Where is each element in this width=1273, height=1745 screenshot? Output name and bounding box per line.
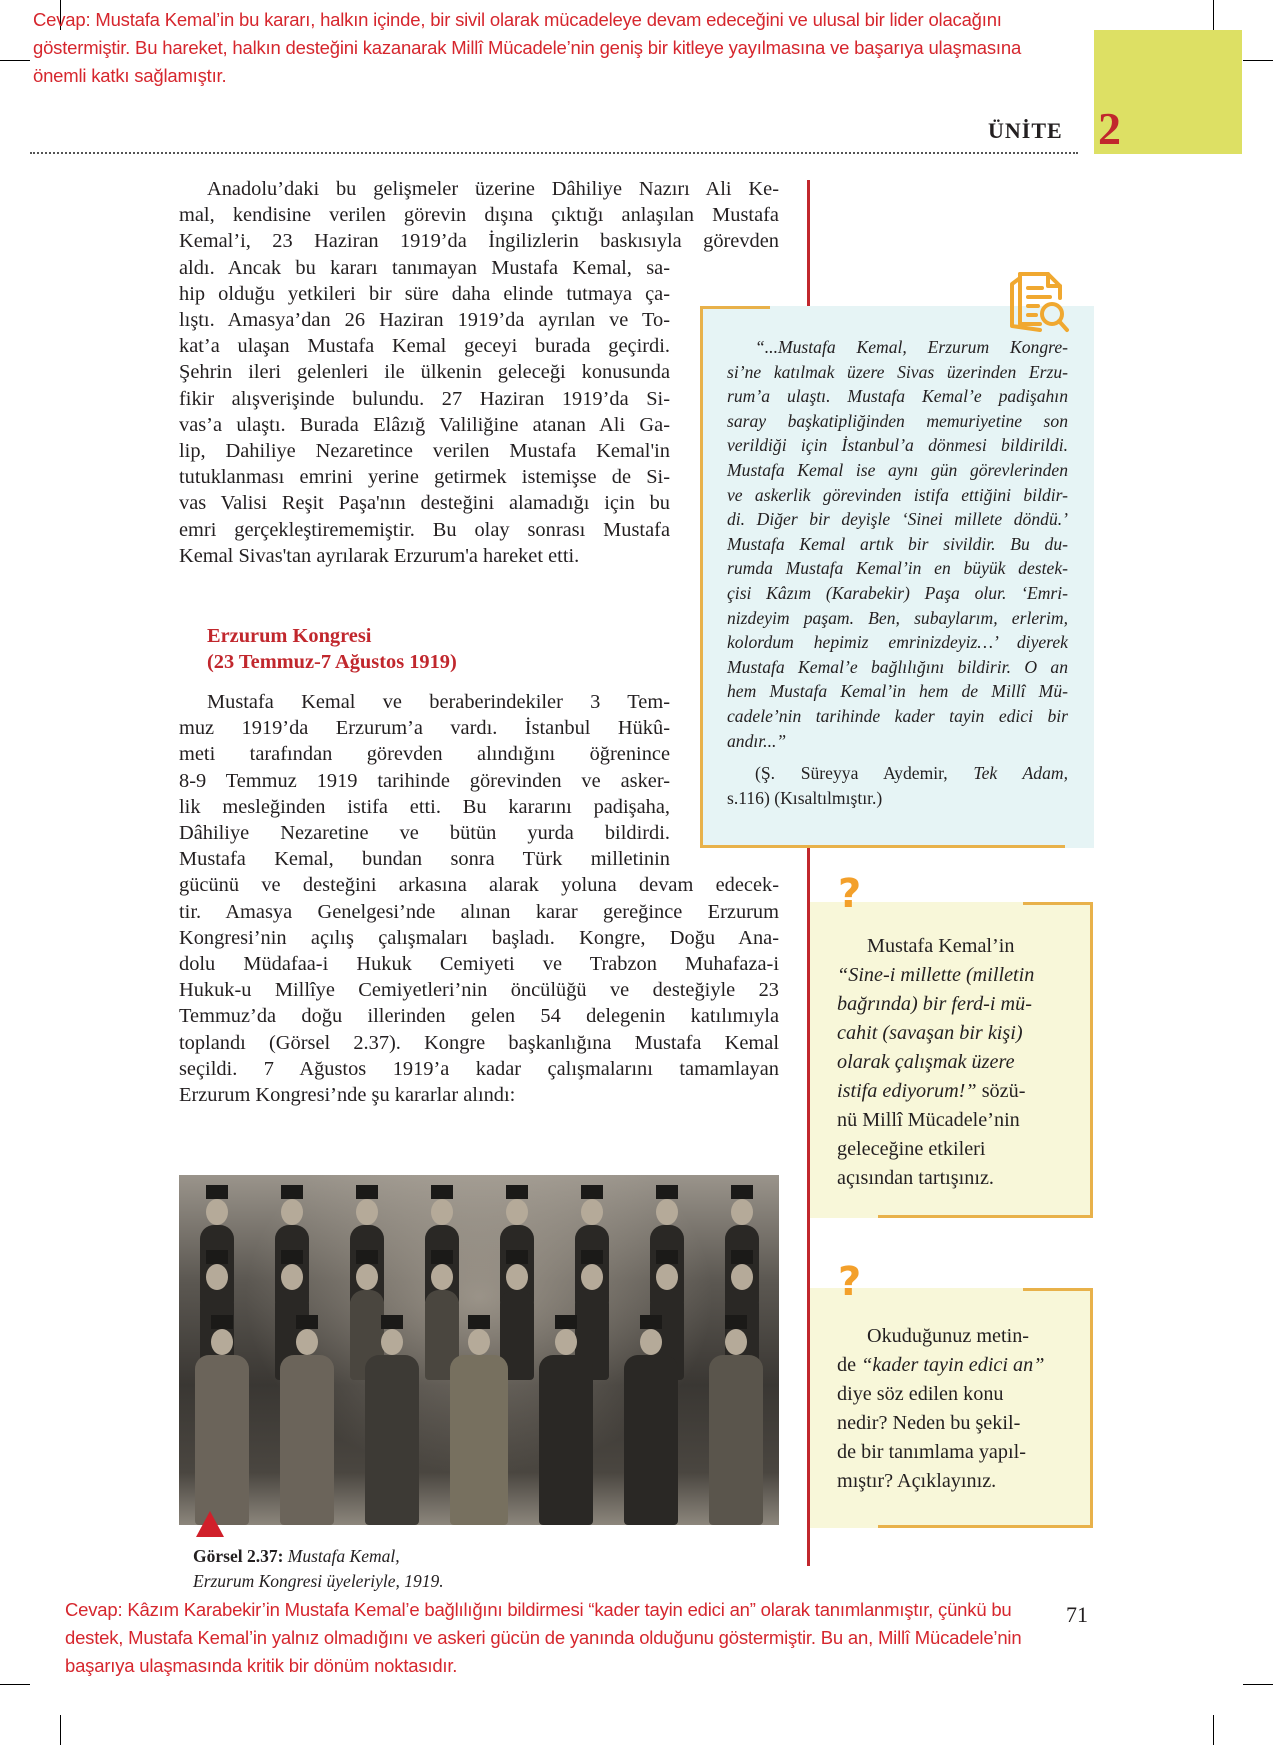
text-line: vas’a ulaştı. Burada Elâzığ Valiliğine atanan Ali Ga- — [179, 413, 670, 436]
question-line: nedir? Neden bu şekil- — [837, 1412, 1021, 1434]
quote-line: hem Mustafa Kemal’in hem de Millî Mü- — [727, 681, 1068, 702]
quote-line: verildiği için İstanbul’a dönmesi bildirildi. — [727, 435, 1068, 456]
crop-mark-top-left-horizontal — [0, 60, 30, 61]
text-line: meti tarafından görevden alındığını öğrenince — [179, 743, 670, 766]
text-line: dolu Müdafaa-i Hukuk Cemiyeti ve Trabzon Muhafaza-i — [179, 953, 779, 975]
main-paragraph-1-narrow — [179, 255, 670, 569]
text-line: gücünü ve desteğini arkasına alarak yoluna devam edecek- — [179, 874, 779, 897]
answer-line: göstermiştir. Bu hareket, halkın desteğini kazanarak Millî Mücadele’nin geniş bir kitleye yayılmasına ve başarıya ulaşmasına — [33, 37, 1022, 58]
main-paragraph-2-narrow — [179, 689, 670, 872]
congress-group-photo — [179, 1175, 779, 1525]
question-line: de bir tanımlama yapıl- — [837, 1441, 1026, 1463]
quote-text — [727, 335, 1068, 810]
quote-line: si’ne katılmak üzere Sivas üzerinden Erzu- — [727, 361, 1068, 382]
text-line: Kongresi’nin açılış çalışmaları başladı. Kongre, Doğu Ana- — [179, 926, 779, 949]
answer-line: Cevap: Kâzım Karabekir’in Mustafa Kemal’e bağlılığını bildirmesi “kader tayin edici an” olarak tanımlanmıştır, çünkü bu — [65, 1599, 1012, 1620]
crop-mark-bottom-left-vertical — [60, 1715, 61, 1745]
text-line: muz 1919’da Erzurum’a vardı. İstanbul Hükû- — [179, 717, 670, 740]
quote-line: Mustafa Kemal artık bir sivildir. Bu du- — [727, 533, 1068, 554]
text-fragment: de — [837, 1354, 862, 1376]
quote-line: kolordum hepimiz emrinizdeyiz…’ diyerek — [727, 632, 1068, 653]
quote-line: rumda Mustafa Kemal’in en büyük destek- — [727, 558, 1068, 579]
unit-number: 2 — [1098, 103, 1121, 154]
text-line: lik mesleğinden istifa etti. Bu kararını padişaha, — [179, 795, 670, 818]
quote-line: nizdeyim paşam. Ben, subaylarım, erlerim, — [727, 607, 1068, 628]
margin-divider-top — [807, 180, 810, 306]
answer-line: Cevap: Mustafa Kemal’in bu kararı, halkın içinde, bir sivil olarak mücadeleye devam edeceğini ve ulusal bir lider olacağını — [33, 9, 1002, 30]
text-line: Mustafa Kemal ve beraberindekiler 3 Tem- — [207, 691, 670, 713]
text-line: Anadolu’daki bu gelişmeler üzerine Dâhiliye Nazırı Ali Ke- — [207, 178, 779, 200]
text-line: Şehrin ileri gelenleri ile ülkenin geleceği konusunda — [179, 361, 670, 384]
question-line: olarak çalışmak üzere — [837, 1051, 1015, 1073]
text-line: tutuklanması emrini yerine getirmek istemişse de Si- — [179, 466, 670, 489]
question-line: Mustafa Kemal’in — [867, 935, 1015, 957]
crop-mark-bottom-left-horizontal — [0, 1684, 30, 1685]
figure-marker-triangle-icon — [196, 1511, 224, 1537]
quote-line: cadele’nin tarihinde kader tayin edici bir — [727, 705, 1068, 726]
page-number: 71 — [1066, 1602, 1088, 1627]
section-heading — [207, 623, 607, 675]
question-line: geleceğine etkileri — [837, 1138, 986, 1160]
crop-mark-bottom-right-vertical — [1213, 1715, 1214, 1745]
text-line: hip olduğu yetkileri bir süre daha elinde tutmaya ça- — [179, 282, 670, 305]
quote-line: “...Mustafa Kemal, Erzurum Kongre- — [755, 337, 1068, 357]
document-search-icon — [1010, 270, 1070, 334]
text-line: kat’a ulaşan Mustafa Kemal geceyi burada geçirdi. — [179, 335, 670, 358]
text-line: seçildi. 7 Ağustos 1919’a kadar çalışmalarını tamamlayan — [179, 1057, 779, 1080]
quote-line: rum’a ulaştı. Mustafa Kemal’e padişahın — [727, 386, 1068, 407]
answer-line: başarıya ulaşmasında kritik bir dönüm noktasıdır. — [65, 1655, 458, 1676]
figure-caption-line: Erzurum Kongresi üyeleriyle, 1919. — [193, 1571, 444, 1591]
text-line: Mustafa Kemal, bundan sonra Türk milletinin — [179, 848, 670, 871]
top-answer-text — [33, 6, 1021, 90]
question-line: cahit (savaşan bir kişi) — [837, 1022, 1023, 1044]
source-page: s.116) (Kısaltılmıştır.) — [727, 787, 883, 808]
question-line — [837, 1077, 1077, 1106]
text-line: mal, kendisine verilen görevin dışına çıktığı anlaşılan Mustafa — [179, 204, 779, 227]
quote-fragment: “kader tayin edici an” — [861, 1354, 1045, 1376]
header-dotted-divider — [30, 152, 1078, 154]
text-line: fikir alışverişinde bulundu. 27 Haziran 1919’da Si- — [179, 387, 670, 410]
unit-label: ÜNİTE — [988, 118, 1063, 143]
source-author: (Ş. Süreyya Aydemir, — [755, 763, 974, 784]
source-title: Tek Adam, — [973, 763, 1069, 784]
text-line: Kemal Sivas'tan ayrılarak Erzurum'a hareket etti. — [179, 544, 580, 567]
quote-line: Mustafa Kemal’e bağlılığını bildirir. O an — [727, 656, 1068, 677]
text-line: Erzurum Kongresi’nde şu kararlar alındı: — [179, 1084, 516, 1107]
quote-line: çisi Kâzım (Karabekir) Paşa olur. ‘Emri- — [727, 582, 1068, 603]
text-line: 8-9 Temmuz 1919 tarihinde görevinden ve asker- — [179, 769, 670, 792]
question-1-text — [837, 932, 1077, 1193]
question-line: Okuduğunuz metin- — [867, 1325, 1030, 1347]
quote-line: ve askerlik görevinden istifa ettiğini bildir- — [727, 484, 1068, 505]
text-fragment: sözü- — [976, 1080, 1026, 1102]
question-line: bağrında) bir ferd-i mü- — [837, 993, 1032, 1015]
text-line: vas Valisi Reşit Paşa'nın desteğini alamadığı için bu — [179, 492, 670, 515]
text-line: tir. Amasya Genelgesi’nde alınan karar gereğince Erzurum — [179, 900, 779, 923]
question-mark-icon: ? — [838, 871, 862, 917]
question-line: mıştır? Açıklayınız. — [837, 1470, 997, 1492]
question-line: diye söz edilen konu — [837, 1383, 1004, 1405]
quote-line: Mustafa Kemal ise aynı gün görevlerinden — [727, 459, 1068, 480]
question-mark-icon: ? — [838, 1259, 862, 1305]
quote-line: andır...” — [727, 730, 787, 751]
question-line: “Sine-i millette (milletin — [837, 964, 1035, 986]
bottom-answer-text — [65, 1596, 1021, 1680]
main-paragraph-2-wide — [179, 872, 779, 1108]
text-line: lip, Dahiliye Nezaretince verilen Mustafa Kemal'in — [179, 440, 670, 463]
text-line: Dâhiliye Nezaretine ve bütün yurda bildirdi. — [179, 822, 670, 845]
crop-mark-bottom-right-horizontal — [1243, 1684, 1273, 1685]
text-line: toplandı (Görsel 2.37). Kongre başkanlığına Mustafa Kemal — [179, 1031, 779, 1054]
question-line — [837, 1351, 1077, 1380]
quote-line: saray başkatipliğinden memuriyetine son — [727, 410, 1068, 431]
question-line: nü Millî Mücadele’nin — [837, 1109, 1020, 1131]
figure-caption — [193, 1544, 444, 1594]
text-line: lıştı. Amasya’dan 26 Haziran 1919’da ayrılan ve To- — [179, 309, 670, 331]
question-line: açısından tartışınız. — [837, 1167, 994, 1189]
answer-line: önemli katkı sağlamıştır. — [33, 65, 227, 86]
quote-line: di. Diğer bir deyişle ‘Sinei millete döndü.’ — [727, 509, 1068, 530]
crop-mark-top-right-horizontal — [1243, 60, 1273, 61]
text-line: Temmuz’da doğu illerinden gelen 54 delegenin katılımıyla — [179, 1005, 779, 1028]
quote-source — [727, 761, 1068, 786]
answer-line: destek, Mustafa Kemal’in yalnız olmadığını ve askeri gücün de yanında olduğunu göstermiştir. Bu an, Millî Mücadele’nin — [65, 1627, 1022, 1648]
text-line: aldı. Ancak bu kararı tanımayan Mustafa Kemal, sa- — [179, 256, 670, 279]
quote-fragment: istifa ediyorum!” — [837, 1080, 977, 1102]
question-2-text — [837, 1322, 1077, 1496]
text-line: Hukuk-u Millîye Cemiyetleri’nin öncülüğü ve desteğiyle 23 — [179, 979, 779, 1002]
section-heading-dates: (23 Temmuz-7 Ağustos 1919) — [207, 651, 457, 674]
section-heading-title: Erzurum Kongresi — [207, 625, 372, 647]
text-line: Kemal’i, 23 Haziran 1919’da İngilizlerin baskısıyla görevden — [179, 230, 779, 253]
crop-mark-top-right-vertical — [1213, 0, 1214, 30]
text-line: emri gerçekleştirememiştir. Bu olay sonrası Mustafa — [179, 518, 670, 541]
figure-label: Görsel 2.37: — [193, 1546, 284, 1566]
main-paragraph-1 — [179, 176, 779, 255]
figure-caption-line: Mustafa Kemal, — [283, 1546, 400, 1566]
